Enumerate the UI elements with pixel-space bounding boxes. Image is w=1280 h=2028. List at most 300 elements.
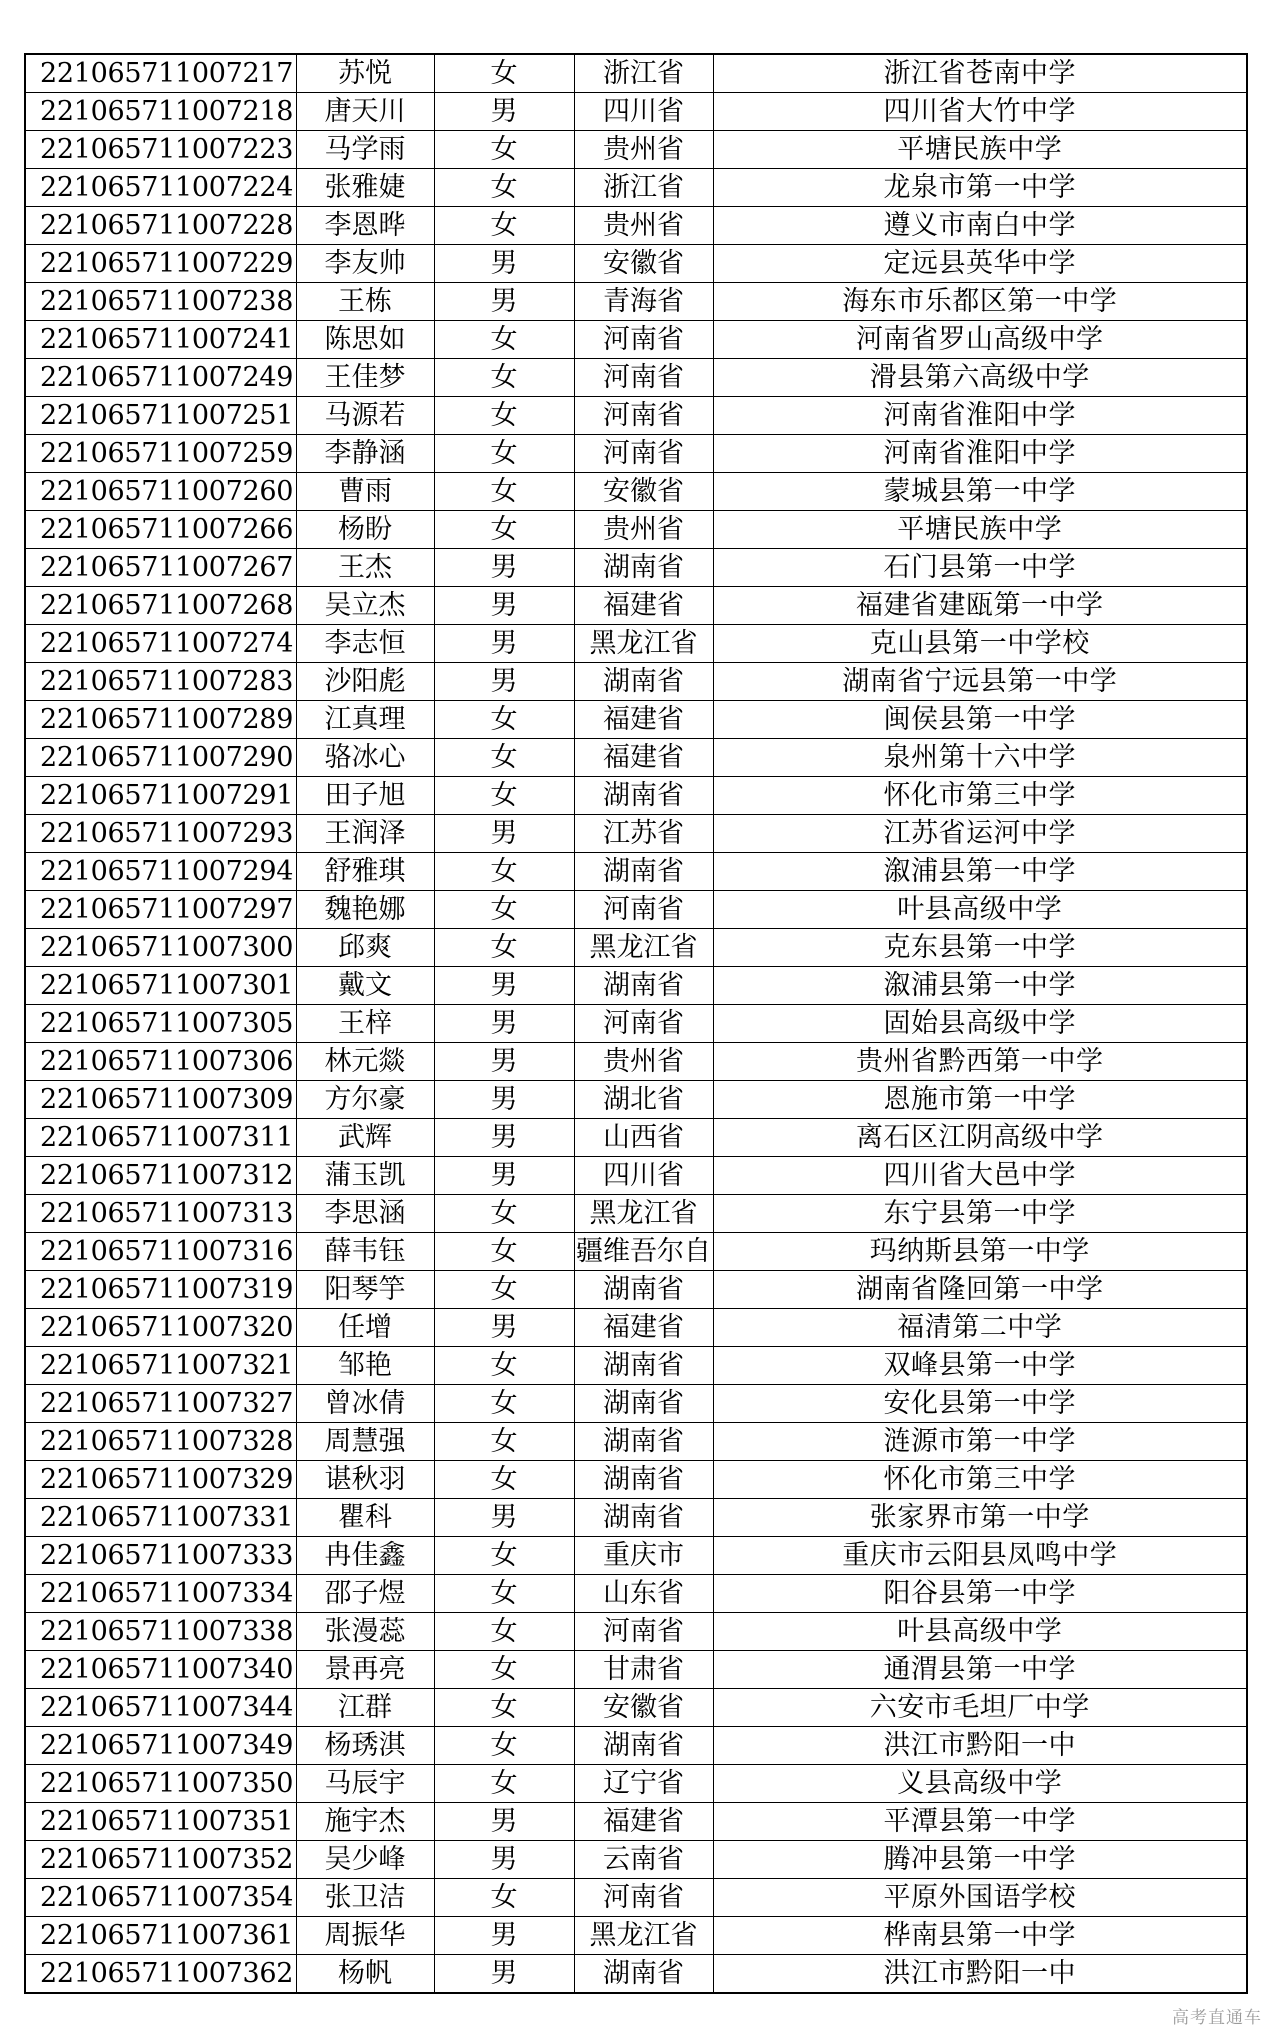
name-cell: 李志恒 <box>296 625 434 663</box>
gender-cell: 女 <box>434 359 574 397</box>
province-cell: 甘肃省 <box>574 1651 713 1689</box>
table-row <box>25 1537 1247 1575</box>
table-row <box>25 929 1247 967</box>
student-id-cell: 221065711007223 <box>25 131 296 169</box>
school-cell: 蒙城县第一中学 <box>713 473 1247 511</box>
province-cell: 河南省 <box>574 891 713 929</box>
watermark: 高考直通车 <box>1172 2008 1262 2028</box>
school-cell: 浙江省苍南中学 <box>713 54 1247 93</box>
student-id-cell: 221065711007260 <box>25 473 296 511</box>
name-cell: 武辉 <box>296 1119 434 1157</box>
school-cell: 恩施市第一中学 <box>713 1081 1247 1119</box>
province-cell: 福建省 <box>574 701 713 739</box>
gender-cell: 男 <box>434 93 574 131</box>
school-cell: 六安市毛坦厂中学 <box>713 1689 1247 1727</box>
province-cell: 湖南省 <box>574 549 713 587</box>
name-cell: 蒲玉凯 <box>296 1157 434 1195</box>
student-id-cell: 221065711007251 <box>25 397 296 435</box>
student-id-cell: 221065711007259 <box>25 435 296 473</box>
table-row <box>25 321 1247 359</box>
name-cell: 沙阳彪 <box>296 663 434 701</box>
student-id-cell: 221065711007327 <box>25 1385 296 1423</box>
student-id-cell: 221065711007338 <box>25 1613 296 1651</box>
school-cell: 溆浦县第一中学 <box>713 967 1247 1005</box>
gender-cell: 男 <box>434 1043 574 1081</box>
student-id-cell: 221065711007238 <box>25 283 296 321</box>
student-id-cell: 221065711007320 <box>25 1309 296 1347</box>
student-id-cell: 221065711007229 <box>25 245 296 283</box>
name-cell: 杨帆 <box>296 1955 434 1994</box>
school-cell: 湖南省隆回第一中学 <box>713 1271 1247 1309</box>
student-id-cell: 221065711007334 <box>25 1575 296 1613</box>
table-row <box>25 473 1247 511</box>
gender-cell: 男 <box>434 1917 574 1955</box>
school-cell: 洪江市黔阳一中 <box>713 1727 1247 1765</box>
name-cell: 曹雨 <box>296 473 434 511</box>
school-cell: 阳谷县第一中学 <box>713 1575 1247 1613</box>
school-cell: 河南省罗山高级中学 <box>713 321 1247 359</box>
student-id-cell: 221065711007228 <box>25 207 296 245</box>
student-id-cell: 221065711007351 <box>25 1803 296 1841</box>
table-row <box>25 1423 1247 1461</box>
name-cell: 周慧强 <box>296 1423 434 1461</box>
student-id-cell: 221065711007301 <box>25 967 296 1005</box>
school-cell: 平原外国语学校 <box>713 1879 1247 1917</box>
school-cell: 叶县高级中学 <box>713 891 1247 929</box>
name-cell: 谌秋羽 <box>296 1461 434 1499</box>
province-cell: 河南省 <box>574 1879 713 1917</box>
student-id-cell: 221065711007290 <box>25 739 296 777</box>
student-id-cell: 221065711007267 <box>25 549 296 587</box>
name-cell: 邹艳 <box>296 1347 434 1385</box>
student-id-cell: 221065711007333 <box>25 1537 296 1575</box>
table-row <box>25 891 1247 929</box>
province-cell: 湖南省 <box>574 1955 713 1994</box>
gender-cell: 女 <box>434 1233 574 1271</box>
province-cell: 山西省 <box>574 1119 713 1157</box>
student-id-cell: 221065711007313 <box>25 1195 296 1233</box>
student-id-cell: 221065711007297 <box>25 891 296 929</box>
student-id-cell: 221065711007331 <box>25 1499 296 1537</box>
name-cell: 唐天川 <box>296 93 434 131</box>
roster-body <box>25 54 1247 1993</box>
student-id-cell: 221065711007289 <box>25 701 296 739</box>
gender-cell: 女 <box>434 1651 574 1689</box>
school-cell: 四川省大竹中学 <box>713 93 1247 131</box>
gender-cell: 女 <box>434 1537 574 1575</box>
name-cell: 王佳梦 <box>296 359 434 397</box>
name-cell: 江真理 <box>296 701 434 739</box>
gender-cell: 男 <box>434 283 574 321</box>
gender-cell: 男 <box>434 549 574 587</box>
province-cell: 湖南省 <box>574 1385 713 1423</box>
gender-cell: 女 <box>434 1727 574 1765</box>
school-cell: 四川省大邑中学 <box>713 1157 1247 1195</box>
table-row <box>25 169 1247 207</box>
table-row <box>25 93 1247 131</box>
name-cell: 曾冰倩 <box>296 1385 434 1423</box>
table-row <box>25 663 1247 701</box>
gender-cell: 男 <box>434 1005 574 1043</box>
province-cell: 湖南省 <box>574 1271 713 1309</box>
student-id-cell: 221065711007349 <box>25 1727 296 1765</box>
school-cell: 重庆市云阳县凤鸣中学 <box>713 1537 1247 1575</box>
student-id-cell: 221065711007294 <box>25 853 296 891</box>
school-cell: 桦南县第一中学 <box>713 1917 1247 1955</box>
student-id-cell: 221065711007274 <box>25 625 296 663</box>
gender-cell: 女 <box>434 1271 574 1309</box>
gender-cell: 女 <box>434 1879 574 1917</box>
province-cell: 湖南省 <box>574 663 713 701</box>
name-cell: 周振华 <box>296 1917 434 1955</box>
province-cell: 黑龙江省 <box>574 1917 713 1955</box>
school-cell: 平塘民族中学 <box>713 131 1247 169</box>
province-cell: 湖南省 <box>574 967 713 1005</box>
province-cell: 河南省 <box>574 1613 713 1651</box>
gender-cell: 女 <box>434 1195 574 1233</box>
table-row <box>25 1575 1247 1613</box>
name-cell: 杨盼 <box>296 511 434 549</box>
province-cell: 湖南省 <box>574 1347 713 1385</box>
province-cell: 湖南省 <box>574 1727 713 1765</box>
name-cell: 邵子煜 <box>296 1575 434 1613</box>
gender-cell: 女 <box>434 701 574 739</box>
province-cell: 湖南省 <box>574 777 713 815</box>
province-cell: 贵州省 <box>574 131 713 169</box>
student-id-cell: 221065711007224 <box>25 169 296 207</box>
school-cell: 离石区江阴高级中学 <box>713 1119 1247 1157</box>
province-cell: 青海省 <box>574 283 713 321</box>
province-cell: 黑龙江省 <box>574 625 713 663</box>
gender-cell: 女 <box>434 1613 574 1651</box>
school-cell: 滑县第六高级中学 <box>713 359 1247 397</box>
school-cell: 平塘民族中学 <box>713 511 1247 549</box>
school-cell: 贵州省黔西第一中学 <box>713 1043 1247 1081</box>
table-row <box>25 1803 1247 1841</box>
table-row <box>25 1613 1247 1651</box>
province-cell: 福建省 <box>574 1309 713 1347</box>
table-row <box>25 245 1247 283</box>
gender-cell: 男 <box>434 1841 574 1879</box>
table-row <box>25 397 1247 435</box>
province-cell: 安徽省 <box>574 1689 713 1727</box>
gender-cell: 男 <box>434 1119 574 1157</box>
school-cell: 安化县第一中学 <box>713 1385 1247 1423</box>
table-row <box>25 1005 1247 1043</box>
province-cell: 江苏省 <box>574 815 713 853</box>
table-row <box>25 967 1247 1005</box>
student-id-cell: 221065711007291 <box>25 777 296 815</box>
school-cell: 泉州第十六中学 <box>713 739 1247 777</box>
table-row <box>25 511 1247 549</box>
table-row <box>25 853 1247 891</box>
gender-cell: 男 <box>434 1499 574 1537</box>
gender-cell: 男 <box>434 663 574 701</box>
gender-cell: 女 <box>434 321 574 359</box>
province-cell: 浙江省 <box>574 54 713 93</box>
school-cell: 海东市乐都区第一中学 <box>713 283 1247 321</box>
gender-cell: 男 <box>434 1309 574 1347</box>
student-id-cell: 221065711007241 <box>25 321 296 359</box>
school-cell: 洪江市黔阳一中 <box>713 1955 1247 1994</box>
student-id-cell: 221065711007266 <box>25 511 296 549</box>
table-row <box>25 1765 1247 1803</box>
table-row <box>25 54 1247 93</box>
name-cell: 景再亮 <box>296 1651 434 1689</box>
student-id-cell: 221065711007300 <box>25 929 296 967</box>
gender-cell: 男 <box>434 587 574 625</box>
school-cell: 腾冲县第一中学 <box>713 1841 1247 1879</box>
name-cell: 舒雅琪 <box>296 853 434 891</box>
province-cell: 湖南省 <box>574 853 713 891</box>
province-cell: 安徽省 <box>574 473 713 511</box>
student-id-cell: 221065711007328 <box>25 1423 296 1461</box>
table-row <box>25 1119 1247 1157</box>
student-id-cell: 221065711007217 <box>25 54 296 93</box>
province-cell: 重庆市 <box>574 1537 713 1575</box>
student-id-cell: 221065711007268 <box>25 587 296 625</box>
student-id-cell: 221065711007283 <box>25 663 296 701</box>
table-row <box>25 1347 1247 1385</box>
school-cell: 江苏省运河中学 <box>713 815 1247 853</box>
school-cell: 怀化市第三中学 <box>713 777 1247 815</box>
gender-cell: 女 <box>434 397 574 435</box>
name-cell: 江群 <box>296 1689 434 1727</box>
province-cell: 黑龙江省 <box>574 929 713 967</box>
gender-cell: 女 <box>434 1385 574 1423</box>
table-row <box>25 701 1247 739</box>
table-row <box>25 207 1247 245</box>
name-cell: 阳琴竽 <box>296 1271 434 1309</box>
name-cell: 王梓 <box>296 1005 434 1043</box>
school-cell: 叶县高级中学 <box>713 1613 1247 1651</box>
name-cell: 杨琇淇 <box>296 1727 434 1765</box>
school-cell: 双峰县第一中学 <box>713 1347 1247 1385</box>
name-cell: 张漫蕊 <box>296 1613 434 1651</box>
table-row <box>25 549 1247 587</box>
school-cell: 福清第二中学 <box>713 1309 1247 1347</box>
table-row <box>25 1727 1247 1765</box>
school-cell: 平潭县第一中学 <box>713 1803 1247 1841</box>
name-cell: 魏艳娜 <box>296 891 434 929</box>
province-cell: 贵州省 <box>574 207 713 245</box>
name-cell: 陈思如 <box>296 321 434 359</box>
gender-cell: 男 <box>434 1081 574 1119</box>
school-cell: 定远县英华中学 <box>713 245 1247 283</box>
province-cell: 河南省 <box>574 397 713 435</box>
name-cell: 骆冰心 <box>296 739 434 777</box>
school-cell: 义县高级中学 <box>713 1765 1247 1803</box>
province-cell: 湖南省 <box>574 1499 713 1537</box>
student-id-cell: 221065711007293 <box>25 815 296 853</box>
school-cell: 怀化市第三中学 <box>713 1461 1247 1499</box>
student-id-cell: 221065711007340 <box>25 1651 296 1689</box>
table-row <box>25 1385 1247 1423</box>
gender-cell: 女 <box>434 207 574 245</box>
province-cell: 黑龙江省 <box>574 1195 713 1233</box>
school-cell: 涟源市第一中学 <box>713 1423 1247 1461</box>
school-cell: 玛纳斯县第一中学 <box>713 1233 1247 1271</box>
name-cell: 瞿科 <box>296 1499 434 1537</box>
province-cell: 贵州省 <box>574 511 713 549</box>
name-cell: 戴文 <box>296 967 434 1005</box>
gender-cell: 男 <box>434 815 574 853</box>
gender-cell: 女 <box>434 473 574 511</box>
student-id-cell: 221065711007319 <box>25 1271 296 1309</box>
gender-cell: 女 <box>434 739 574 777</box>
name-cell: 冉佳鑫 <box>296 1537 434 1575</box>
student-id-cell: 221065711007329 <box>25 1461 296 1499</box>
province-cell: 云南省 <box>574 1841 713 1879</box>
student-id-cell: 221065711007218 <box>25 93 296 131</box>
table-row <box>25 283 1247 321</box>
student-id-cell: 221065711007350 <box>25 1765 296 1803</box>
admission-roster-table <box>24 53 1248 1994</box>
province-cell: 浙江省 <box>574 169 713 207</box>
table-row <box>25 1841 1247 1879</box>
name-cell: 李静涵 <box>296 435 434 473</box>
name-cell: 任增 <box>296 1309 434 1347</box>
table-row <box>25 1879 1247 1917</box>
name-cell: 马学雨 <box>296 131 434 169</box>
table-row <box>25 1271 1247 1309</box>
student-id-cell: 221065711007249 <box>25 359 296 397</box>
gender-cell: 女 <box>434 54 574 93</box>
table-row <box>25 815 1247 853</box>
table-row <box>25 1651 1247 1689</box>
table-row <box>25 1233 1247 1271</box>
gender-cell: 女 <box>434 131 574 169</box>
table-row <box>25 1195 1247 1233</box>
gender-cell: 女 <box>434 929 574 967</box>
school-cell: 东宁县第一中学 <box>713 1195 1247 1233</box>
gender-cell: 女 <box>434 1575 574 1613</box>
province-cell: 湖南省 <box>574 1423 713 1461</box>
table-row <box>25 777 1247 815</box>
gender-cell: 男 <box>434 1955 574 1994</box>
gender-cell: 男 <box>434 625 574 663</box>
student-id-cell: 221065711007354 <box>25 1879 296 1917</box>
name-cell: 马源若 <box>296 397 434 435</box>
student-id-cell: 221065711007344 <box>25 1689 296 1727</box>
name-cell: 吴少峰 <box>296 1841 434 1879</box>
name-cell: 邱爽 <box>296 929 434 967</box>
province-cell: 四川省 <box>574 93 713 131</box>
table-row <box>25 1499 1247 1537</box>
gender-cell: 女 <box>434 1347 574 1385</box>
province-cell: 湖北省 <box>574 1081 713 1119</box>
student-id-cell: 221065711007306 <box>25 1043 296 1081</box>
table-row <box>25 625 1247 663</box>
school-cell: 闽侯县第一中学 <box>713 701 1247 739</box>
student-id-cell: 221065711007311 <box>25 1119 296 1157</box>
province-cell: 福建省 <box>574 739 713 777</box>
gender-cell: 女 <box>434 1461 574 1499</box>
table-row <box>25 1955 1247 1994</box>
student-id-cell: 221065711007312 <box>25 1157 296 1195</box>
province-cell: 湖南省 <box>574 1461 713 1499</box>
name-cell: 张雅婕 <box>296 169 434 207</box>
province-cell: 河南省 <box>574 1005 713 1043</box>
table-row <box>25 131 1247 169</box>
province-cell: 山东省 <box>574 1575 713 1613</box>
gender-cell: 女 <box>434 853 574 891</box>
name-cell: 方尔豪 <box>296 1081 434 1119</box>
gender-cell: 女 <box>434 1423 574 1461</box>
name-cell: 林元燚 <box>296 1043 434 1081</box>
name-cell: 王润泽 <box>296 815 434 853</box>
school-cell: 福建省建瓯第一中学 <box>713 587 1247 625</box>
school-cell: 石门县第一中学 <box>713 549 1247 587</box>
name-cell: 施宇杰 <box>296 1803 434 1841</box>
province-cell: 河南省 <box>574 435 713 473</box>
gender-cell: 男 <box>434 1803 574 1841</box>
name-cell: 李友帅 <box>296 245 434 283</box>
gender-cell: 女 <box>434 435 574 473</box>
school-cell: 克东县第一中学 <box>713 929 1247 967</box>
province-cell: 福建省 <box>574 1803 713 1841</box>
school-cell: 溆浦县第一中学 <box>713 853 1247 891</box>
name-cell: 李思涵 <box>296 1195 434 1233</box>
table-row <box>25 435 1247 473</box>
table-row <box>25 1689 1247 1727</box>
school-cell: 通渭县第一中学 <box>713 1651 1247 1689</box>
school-cell: 克山县第一中学校 <box>713 625 1247 663</box>
gender-cell: 男 <box>434 245 574 283</box>
student-id-cell: 221065711007305 <box>25 1005 296 1043</box>
name-cell: 李恩晔 <box>296 207 434 245</box>
name-cell: 田子旭 <box>296 777 434 815</box>
student-id-cell: 221065711007309 <box>25 1081 296 1119</box>
province-cell: 疆维吾尔自 <box>574 1233 713 1271</box>
gender-cell: 男 <box>434 1157 574 1195</box>
gender-cell: 女 <box>434 891 574 929</box>
school-cell: 河南省淮阳中学 <box>713 397 1247 435</box>
student-id-cell: 221065711007352 <box>25 1841 296 1879</box>
gender-cell: 女 <box>434 777 574 815</box>
student-id-cell: 221065711007361 <box>25 1917 296 1955</box>
school-cell: 遵义市南白中学 <box>713 207 1247 245</box>
school-cell: 湖南省宁远县第一中学 <box>713 663 1247 701</box>
gender-cell: 女 <box>434 1765 574 1803</box>
gender-cell: 男 <box>434 967 574 1005</box>
gender-cell: 女 <box>434 511 574 549</box>
name-cell: 张卫洁 <box>296 1879 434 1917</box>
student-id-cell: 221065711007362 <box>25 1955 296 1994</box>
name-cell: 王栋 <box>296 283 434 321</box>
name-cell: 吴立杰 <box>296 587 434 625</box>
province-cell: 贵州省 <box>574 1043 713 1081</box>
student-id-cell: 221065711007316 <box>25 1233 296 1271</box>
name-cell: 马辰宇 <box>296 1765 434 1803</box>
province-cell: 河南省 <box>574 321 713 359</box>
table-row <box>25 587 1247 625</box>
table-row <box>25 1309 1247 1347</box>
name-cell: 苏悦 <box>296 54 434 93</box>
gender-cell: 女 <box>434 169 574 207</box>
name-cell: 王杰 <box>296 549 434 587</box>
gender-cell: 女 <box>434 1689 574 1727</box>
school-cell: 固始县高级中学 <box>713 1005 1247 1043</box>
province-cell: 辽宁省 <box>574 1765 713 1803</box>
student-id-cell: 221065711007321 <box>25 1347 296 1385</box>
table-row <box>25 1043 1247 1081</box>
province-cell: 四川省 <box>574 1157 713 1195</box>
school-cell: 张家界市第一中学 <box>713 1499 1247 1537</box>
province-cell: 河南省 <box>574 359 713 397</box>
table-row <box>25 1157 1247 1195</box>
province-cell: 福建省 <box>574 587 713 625</box>
